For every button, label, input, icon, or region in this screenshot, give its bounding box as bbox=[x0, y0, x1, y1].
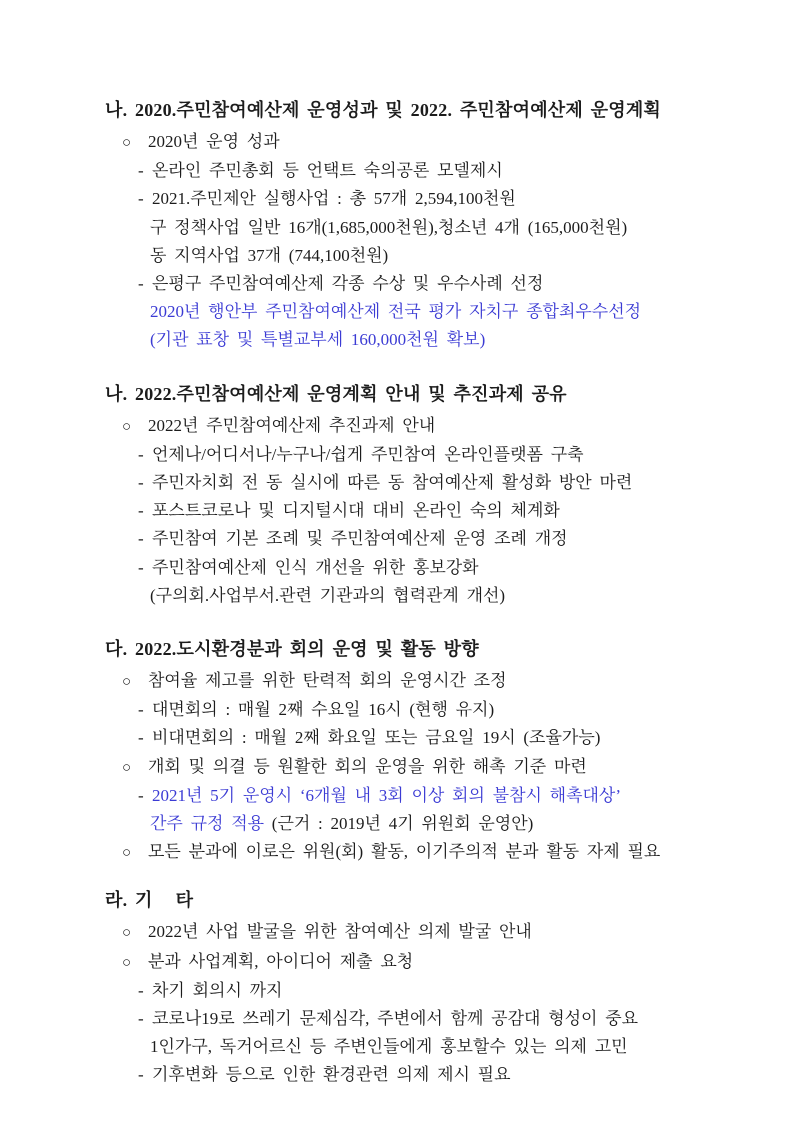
line-text bbox=[148, 412, 435, 440]
document-line bbox=[105, 298, 752, 326]
dash-bullet-icon: - bbox=[138, 1009, 144, 1029]
line-text bbox=[152, 1061, 511, 1089]
text-segment: 구 정책사업 일반 16개(1,685,000천원),청소년 4개 (165,000천원) bbox=[150, 217, 628, 237]
text-segment: 2021.주민제안 실행사업 : 총 57개 2,594,100천원 bbox=[152, 189, 516, 209]
document-line bbox=[105, 214, 752, 242]
line-text bbox=[148, 838, 660, 866]
document-line bbox=[105, 185, 752, 213]
document-section bbox=[105, 886, 752, 1089]
document-line bbox=[105, 1005, 752, 1033]
document-line bbox=[105, 838, 752, 867]
document-line bbox=[105, 582, 752, 610]
document-line bbox=[105, 918, 752, 947]
text-segment: 1인가구, 독거어르신 등 주변인들에게 홍보할수 있는 의제 고민 bbox=[150, 1037, 628, 1057]
line-text bbox=[150, 810, 533, 838]
document-line bbox=[105, 270, 752, 298]
text-segment: 간주 규정 적용 bbox=[150, 814, 272, 834]
line-text bbox=[152, 497, 560, 525]
text-segment: 참여율 제고를 위한 탄력적 회의 운영시간 조정 bbox=[148, 671, 507, 691]
text-segment: 포스트코로나 및 디지털시대 대비 온라인 숙의 체계화 bbox=[152, 501, 560, 521]
line-text bbox=[148, 918, 532, 946]
document-line bbox=[105, 696, 752, 724]
line-text bbox=[152, 724, 600, 752]
document-line bbox=[105, 977, 752, 1005]
document-line bbox=[105, 157, 752, 185]
document-section bbox=[105, 380, 752, 610]
document-line bbox=[105, 810, 752, 838]
line-text bbox=[152, 469, 632, 497]
document-line bbox=[105, 525, 752, 553]
line-text bbox=[150, 326, 485, 354]
line-text bbox=[152, 1005, 638, 1033]
circle-bullet-icon: ○ bbox=[122, 135, 132, 151]
text-segment: 2022년 주민참여예산제 추진과제 안내 bbox=[148, 415, 436, 435]
dash-bullet-icon: - bbox=[138, 785, 144, 805]
line-text bbox=[152, 270, 543, 298]
text-segment: 비대면회의 : 매월 2째 화요일 또는 금요일 19시 (조율가능) bbox=[152, 728, 601, 748]
document-line bbox=[105, 948, 752, 977]
line-text bbox=[148, 667, 507, 695]
text-segment: 온라인 주민총회 등 언택트 숙의공론 모델제시 bbox=[152, 161, 503, 181]
text-segment: 2022년 사업 발굴을 위한 참여예산 의제 발굴 안내 bbox=[148, 922, 532, 942]
dash-bullet-icon: - bbox=[138, 189, 144, 209]
document-section bbox=[105, 96, 752, 355]
text-segment: 모든 분과에 이로은 위원(회) 활동, 이기주의적 분과 활동 자제 필요 bbox=[148, 842, 661, 862]
document-line bbox=[105, 1033, 752, 1061]
text-segment: 분과 사업계획, 아이디어 제출 요청 bbox=[148, 951, 414, 971]
document-line bbox=[105, 497, 752, 525]
line-text bbox=[152, 696, 494, 724]
dash-bullet-icon: - bbox=[138, 501, 144, 521]
text-segment: 2021년 5기 운영시 ‘6개월 내 3회 이상 회의 불참시 해촉대상’ bbox=[152, 785, 622, 805]
document-line bbox=[105, 782, 752, 810]
text-segment: 2020년 행안부 주민참여예산제 전국 평가 자치구 종합최우수선정 bbox=[150, 302, 642, 322]
text-segment: (구의회.사업부서.관련 기관과의 협력관계 개선) bbox=[150, 585, 506, 605]
section-heading: 나. 2020.주민참여예산제 운영성과 및 2022. 주민참여예산제 운영계획 bbox=[105, 100, 662, 120]
circle-bullet-icon: ○ bbox=[122, 759, 132, 776]
line-text bbox=[148, 948, 413, 976]
document-line bbox=[105, 469, 752, 497]
dash-bullet-icon: - bbox=[138, 700, 144, 720]
dash-bullet-icon: - bbox=[138, 557, 144, 577]
line-text bbox=[152, 554, 479, 582]
dash-bullet-icon: - bbox=[138, 473, 144, 493]
dash-bullet-icon: - bbox=[138, 980, 144, 1000]
document-section bbox=[105, 635, 752, 867]
circle-bullet-icon: ○ bbox=[122, 418, 132, 435]
line-text bbox=[150, 1033, 628, 1061]
line-text bbox=[152, 782, 621, 810]
dash-bullet-icon: - bbox=[138, 728, 144, 748]
document-line bbox=[105, 724, 752, 752]
dash-bullet-icon: - bbox=[138, 161, 144, 181]
circle-bullet-icon: ○ bbox=[122, 925, 132, 942]
document-line bbox=[105, 412, 752, 441]
line-text bbox=[150, 242, 388, 270]
document-line bbox=[105, 667, 752, 696]
text-segment: 대면회의 : 매월 2째 수요일 16시 (현행 유지) bbox=[152, 700, 495, 720]
text-segment: (기관 표창 및 특별교부세 160,000천원 확보) bbox=[150, 330, 486, 350]
document-line bbox=[105, 242, 752, 270]
line-text bbox=[152, 185, 516, 213]
document-line bbox=[105, 326, 752, 354]
dash-bullet-icon: - bbox=[138, 274, 144, 294]
text-segment: 주민자치회 전 동 실시에 따른 동 참여예산제 활성화 방안 마련 bbox=[152, 473, 633, 493]
dash-bullet-icon: - bbox=[138, 529, 144, 549]
text-segment: (근거 : 2019년 4기 위원회 운영안) bbox=[271, 814, 534, 834]
line-text bbox=[150, 298, 641, 326]
line-text bbox=[148, 753, 587, 781]
document-line bbox=[105, 1061, 752, 1089]
circle-bullet-icon: ○ bbox=[122, 954, 132, 971]
circle-bullet-icon: ○ bbox=[122, 674, 132, 691]
text-segment: 차기 회의시 까지 bbox=[152, 980, 283, 1000]
text-segment: 코로나19로 쓰레기 문제심각, 주변에서 함께 공감대 형성이 중요 bbox=[152, 1009, 639, 1029]
dash-bullet-icon: - bbox=[138, 1065, 144, 1085]
document-line bbox=[105, 128, 752, 157]
section-heading: 라. 기 타 bbox=[105, 890, 194, 911]
text-segment: 개회 및 의결 등 원활한 회의 운영을 위한 해촉 기준 마련 bbox=[148, 756, 587, 776]
section-heading: 나. 2022.주민참여예산제 운영계획 안내 및 추진과제 공유 bbox=[105, 383, 567, 404]
line-text bbox=[150, 214, 627, 242]
text-segment: 은평구 주민참여예산제 각종 수상 및 우수사례 선정 bbox=[152, 274, 544, 294]
circle-bullet-icon: ○ bbox=[122, 845, 132, 862]
document-line bbox=[105, 554, 752, 582]
line-text bbox=[152, 525, 568, 553]
text-segment: 동 지역사업 37개 (744,100천원) bbox=[150, 245, 389, 265]
text-segment: 주민참여예산제 인식 개선을 위한 홍보강화 bbox=[152, 557, 479, 577]
line-text bbox=[152, 157, 503, 185]
document-line bbox=[105, 441, 752, 469]
text-segment: 2020년 운영 성과 bbox=[148, 132, 280, 151]
text-segment: 주민참여 기본 조례 및 주민참여예산제 운영 조례 개정 bbox=[152, 529, 568, 549]
section-heading: 다. 2022.도시환경분과 회의 운영 및 활동 방향 bbox=[105, 639, 479, 660]
document-line bbox=[105, 753, 752, 782]
dash-bullet-icon: - bbox=[138, 444, 144, 464]
line-text bbox=[148, 128, 280, 156]
text-segment: 기후변화 등으로 인한 환경관련 의제 제시 필요 bbox=[152, 1065, 511, 1085]
text-segment: 언제나/어디서나/누구나/쉽게 주민참여 온라인플랫폼 구축 bbox=[152, 444, 584, 464]
line-text bbox=[150, 582, 505, 610]
line-text bbox=[152, 441, 584, 469]
line-text bbox=[152, 977, 282, 1005]
